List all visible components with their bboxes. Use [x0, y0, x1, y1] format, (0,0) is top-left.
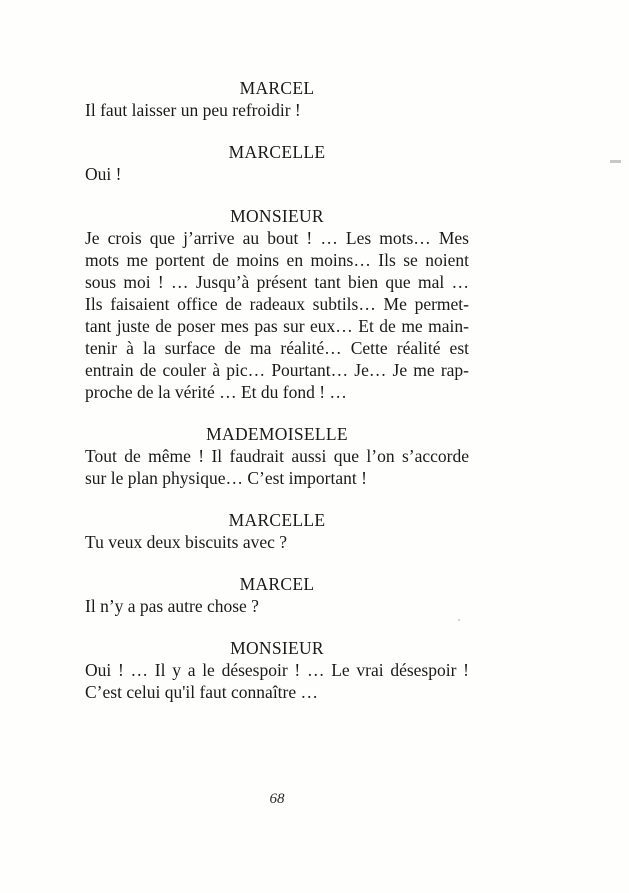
speaker-name: MARCELLE [228, 142, 326, 162]
dialogue-line: Oui ! … Il y a le désespoir ! … Le vrai désespoir ! [85, 660, 469, 680]
dialogue-line: Ils faisaient office de radeaux subtils… Me permet- [85, 294, 469, 314]
dialogue-block [85, 509, 469, 553]
dialogue-line: Tout de même ! Il faudrait aussi que l’on s’accorde [85, 446, 469, 466]
dialogue-line: mots me portent de moins en moins… Ils se noient [85, 250, 469, 270]
dialogue-line: Tu veux deux biscuits avec ? [85, 532, 288, 552]
dialogue-line: proche de la vérité … Et du fond ! … [85, 382, 347, 402]
scan-artifact [458, 619, 460, 621]
dialogue-line: tant juste de poser mes pas sur eux… Et de me main- [85, 316, 469, 336]
dialogue-block [85, 637, 469, 703]
speaker-name: MARCEL [239, 78, 315, 98]
dialogue-line: Il n’y a pas autre chose ? [85, 596, 259, 616]
dialogue-line: tenir à la surface de ma réalité… Cette réalité est [85, 338, 469, 358]
dialogue-line: Il faut laisser un peu refroidir ! [85, 100, 301, 120]
dialogue-line: sur le plan physique… C’est important ! [85, 468, 367, 488]
dialogue-block [85, 205, 469, 403]
scan-artifact [610, 160, 621, 163]
dialogue-block [85, 573, 469, 617]
dialogue-line: Je crois que j’arrive au bout ! … Les mots… Mes [85, 228, 469, 248]
dialogue-line: entrain de couler à pic… Pourtant… Je… Je me rap- [85, 360, 469, 380]
dialogue-line: C’est celui qu'il faut connaître … [85, 682, 319, 702]
dialogue-block [85, 141, 469, 185]
dialogue-block [85, 423, 469, 489]
speaker-name: MONSIEUR [230, 206, 324, 226]
dialogue-line: sous moi ! … Jusqu’à présent tant bien que mal … [85, 272, 469, 292]
page-number: 68 [269, 791, 285, 807]
dialogue-block [85, 77, 469, 121]
dialogue-column [85, 77, 469, 723]
speaker-name: MARCELLE [228, 510, 326, 530]
speaker-name: MARCEL [239, 574, 315, 594]
dialogue-line: Oui ! [85, 164, 122, 184]
speaker-name: MONSIEUR [230, 638, 324, 658]
speaker-name: MADEMOISELLE [206, 424, 348, 444]
